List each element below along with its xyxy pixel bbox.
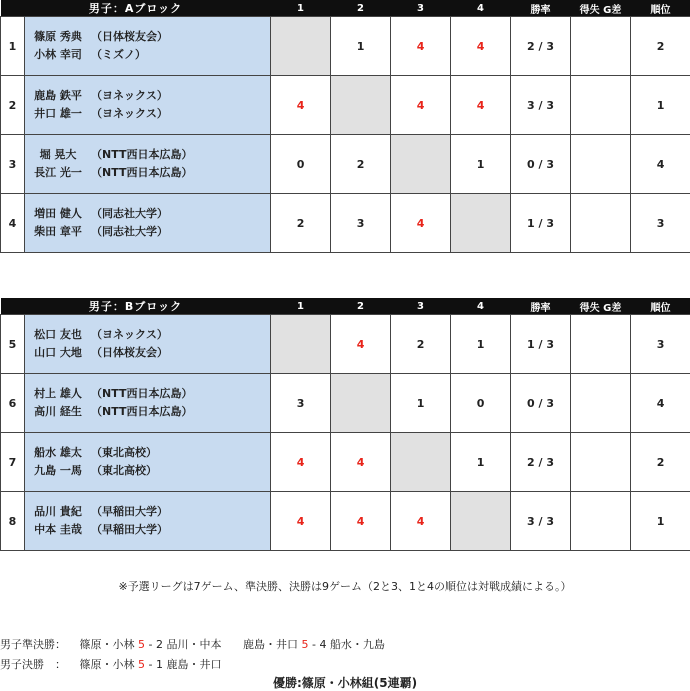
player-name: 井口 雄一 [34, 107, 82, 120]
table-row [1, 194, 690, 253]
col-header-3: 3 [391, 298, 451, 315]
table-row [1, 433, 690, 492]
entry-number: 7 [1, 433, 25, 492]
score-cell: 2 [331, 135, 391, 194]
player-team: （ヨネックス） [91, 328, 168, 341]
rank: 4 [631, 135, 690, 194]
player-name: 品川 貴紀 [34, 505, 82, 518]
table-row [1, 374, 690, 433]
player-team: （NTT西日本広島） [91, 148, 193, 161]
entry-number: 3 [1, 135, 25, 194]
score-cell: 4 [451, 76, 511, 135]
player-name: 村上 雄人 [34, 387, 82, 400]
score-cell: 4 [331, 492, 391, 551]
table-row [1, 315, 690, 374]
col-header-4: 4 [451, 298, 511, 315]
win-rate: 1 / 3 [511, 315, 571, 374]
self-match-cell [331, 76, 391, 135]
col-header-1: 1 [271, 0, 331, 17]
score-cell: 4 [451, 17, 511, 76]
final-team-a: 篠原・小林 [79, 658, 135, 671]
semifinal-2-team-a: 鹿島・井口 [242, 638, 298, 651]
final-score-b: 1 [155, 658, 163, 671]
col-header-diff: 得失 G差 [571, 298, 631, 315]
game-diff [571, 135, 631, 194]
player-team: （早稲田大学） [91, 505, 168, 518]
win-rate: 2 / 3 [511, 433, 571, 492]
champion-line: 優勝:篠原・小林組(5連覇) [272, 676, 418, 690]
player-team: （ヨネックス） [91, 107, 168, 120]
pair-names [25, 76, 271, 135]
score-cell: 1 [391, 374, 451, 433]
win-rate: 2 / 3 [511, 17, 571, 76]
score-cell: 3 [271, 374, 331, 433]
final-label: 男子決勝 ： [0, 658, 66, 671]
table-row [1, 135, 690, 194]
col-header-rate: 勝率 [511, 0, 571, 17]
rules-note: ※予選リーグは7ゲーム、準決勝、決勝は9ゲーム（2と3、1と4の順位は対戦成績による。） [118, 580, 572, 593]
player-line [25, 87, 270, 105]
player-line [25, 344, 270, 362]
player-name: 篠原 秀典 [34, 30, 82, 43]
player-team: （東北高校） [91, 446, 157, 459]
col-header-rate: 勝率 [511, 298, 571, 315]
player-name: 鹿島 鉄平 [34, 89, 82, 102]
win-rate: 1 / 3 [511, 194, 571, 253]
score-cell: 4 [391, 76, 451, 135]
semifinal-1-score-b: 2 [155, 638, 163, 651]
self-match-cell [451, 492, 511, 551]
game-diff [571, 76, 631, 135]
player-line [25, 46, 270, 64]
game-diff [571, 17, 631, 76]
player-team: （NTT西日本広島） [91, 166, 193, 179]
self-match-cell [271, 315, 331, 374]
semifinal-label: 男子準決勝： [0, 638, 66, 651]
rank: 3 [631, 194, 690, 253]
score-cell: 1 [331, 17, 391, 76]
score-cell: 1 [451, 135, 511, 194]
self-match-cell [391, 433, 451, 492]
self-match-cell [451, 194, 511, 253]
player-line [25, 326, 270, 344]
col-header-4: 4 [451, 0, 511, 17]
pair-names [25, 374, 271, 433]
score-cell: 4 [271, 492, 331, 551]
win-rate: 0 / 3 [511, 135, 571, 194]
entry-number: 1 [1, 17, 25, 76]
col-header-2: 2 [331, 298, 391, 315]
semifinal-1-team-a: 篠原・小林 [79, 638, 135, 651]
win-rate: 3 / 3 [511, 492, 571, 551]
player-name: 船水 雄太 [34, 446, 82, 459]
player-team: （NTT西日本広島） [91, 387, 193, 400]
entry-number: 4 [1, 194, 25, 253]
player-name: 中本 圭哉 [34, 523, 82, 536]
win-rate: 3 / 3 [511, 76, 571, 135]
game-diff [571, 315, 631, 374]
score-cell: 4 [391, 17, 451, 76]
block-b-table [0, 298, 690, 551]
score-cell: 2 [391, 315, 451, 374]
entry-number: 6 [1, 374, 25, 433]
score-cell: 4 [331, 315, 391, 374]
semifinal-1-team-b: 品川・中本 [166, 638, 222, 651]
col-header-diff: 得失 G差 [571, 0, 631, 17]
player-line [25, 444, 270, 462]
player-line [25, 503, 270, 521]
game-diff [571, 374, 631, 433]
table-row [1, 492, 690, 551]
player-team: （同志社大学） [91, 225, 168, 238]
score-cell: 4 [271, 76, 331, 135]
col-header-2: 2 [331, 0, 391, 17]
player-line [25, 403, 270, 421]
semifinal-1-dash: - [145, 638, 156, 651]
table-row [1, 76, 690, 135]
rank: 1 [631, 492, 690, 551]
game-diff [571, 194, 631, 253]
player-name: 山口 大地 [34, 346, 82, 359]
player-line [25, 385, 270, 403]
player-name: 高川 経生 [34, 405, 82, 418]
final-results [0, 656, 221, 672]
score-cell: 4 [391, 492, 451, 551]
player-name: 松口 友也 [34, 328, 82, 341]
game-diff [571, 492, 631, 551]
final-team-b: 鹿島・井口 [166, 658, 222, 671]
semifinal-2-score-b: 4 [319, 638, 327, 651]
col-header-rank: 順位 [631, 298, 690, 315]
player-line [25, 462, 270, 480]
block-a-header [1, 0, 690, 17]
pair-names [25, 315, 271, 374]
player-line [25, 164, 270, 182]
player-name: 増田 健人 [34, 207, 82, 220]
pair-names [25, 492, 271, 551]
final-dash: - [145, 658, 156, 671]
player-team: （NTT西日本広島） [91, 405, 193, 418]
pair-names [25, 17, 271, 76]
player-line [25, 105, 270, 123]
block-b-header [1, 298, 690, 315]
score-cell: 4 [271, 433, 331, 492]
entry-number: 2 [1, 76, 25, 135]
score-cell: 2 [271, 194, 331, 253]
rank: 2 [631, 17, 690, 76]
block-b-title: 男子：Bブロック [1, 298, 271, 315]
player-line [25, 146, 270, 164]
score-cell: 4 [391, 194, 451, 253]
semifinal-2-score-a: 5 [301, 638, 309, 651]
player-team: （東北高校） [91, 464, 157, 477]
score-cell: 3 [331, 194, 391, 253]
win-rate: 0 / 3 [511, 374, 571, 433]
self-match-cell [271, 17, 331, 76]
table-row [1, 17, 690, 76]
score-cell: 4 [331, 433, 391, 492]
player-team: （ミズノ） [91, 48, 146, 61]
rank: 3 [631, 315, 690, 374]
player-name: 堀 晃大 [39, 148, 77, 161]
score-cell: 1 [451, 315, 511, 374]
player-name: 長江 光一 [34, 166, 82, 179]
player-team: （同志社大学） [91, 207, 168, 220]
player-team: （早稲田大学） [91, 523, 168, 536]
player-team: （日体桜友会） [91, 30, 168, 43]
score-cell: 0 [271, 135, 331, 194]
col-header-1: 1 [271, 298, 331, 315]
entry-number: 8 [1, 492, 25, 551]
final-score-a: 5 [138, 658, 145, 671]
col-header-rank: 順位 [631, 0, 690, 17]
player-name: 九島 一馬 [34, 464, 82, 477]
col-header-3: 3 [391, 0, 451, 17]
player-team: （ヨネックス） [91, 89, 168, 102]
player-line [25, 28, 270, 46]
semifinal-1-score-a: 5 [138, 638, 145, 651]
pair-names [25, 433, 271, 492]
player-team: （日体桜友会） [91, 346, 168, 359]
score-cell: 1 [451, 433, 511, 492]
self-match-cell [331, 374, 391, 433]
semifinal-2-dash: - [308, 638, 320, 651]
semifinal-2-team-b: 船水・九島 [329, 638, 385, 651]
rank: 4 [631, 374, 690, 433]
player-line [25, 521, 270, 539]
player-line [25, 223, 270, 241]
pair-names [25, 135, 271, 194]
self-match-cell [391, 135, 451, 194]
entry-number: 5 [1, 315, 25, 374]
player-name: 柴田 章平 [34, 225, 82, 238]
score-cell: 0 [451, 374, 511, 433]
game-diff [571, 433, 631, 492]
player-name: 小林 幸司 [34, 48, 82, 61]
block-a-title: 男子：Aブロック [1, 0, 271, 17]
block-a-table [0, 0, 690, 253]
pair-names [25, 194, 271, 253]
player-line [25, 205, 270, 223]
semifinal-results [0, 636, 385, 652]
rank: 2 [631, 433, 690, 492]
rank: 1 [631, 76, 690, 135]
